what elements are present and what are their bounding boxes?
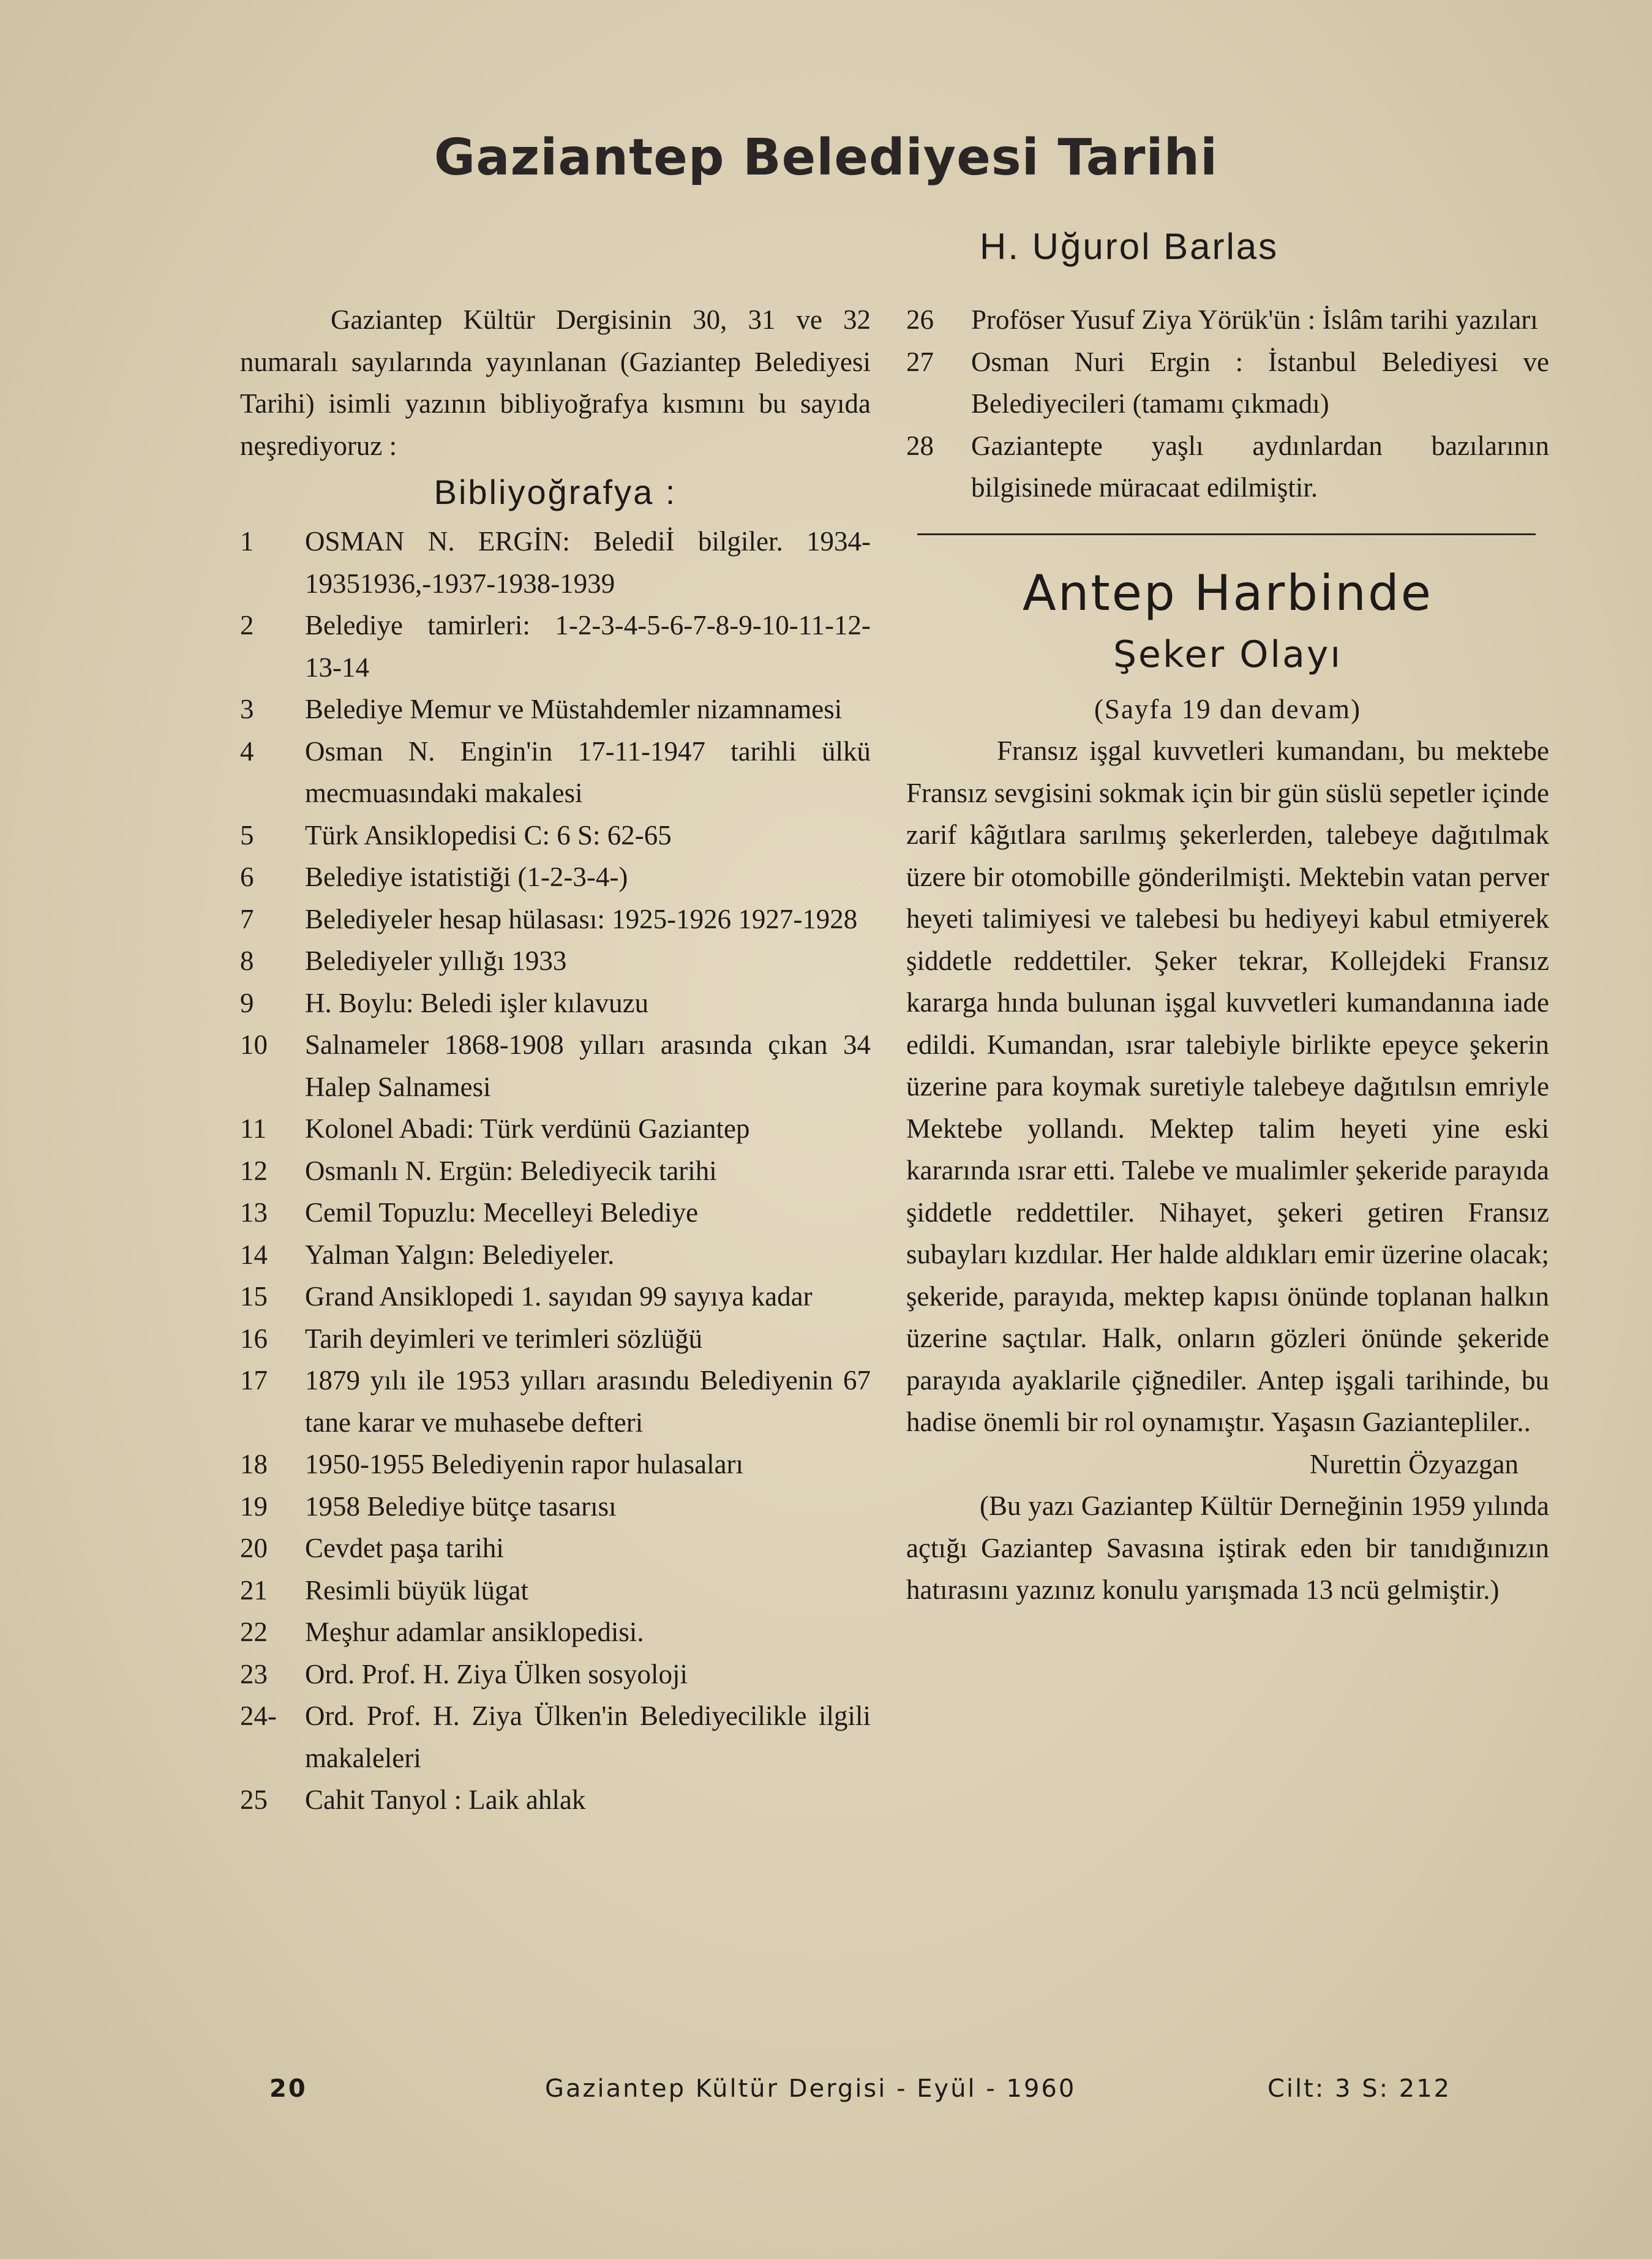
page-number: 20	[269, 2075, 307, 2103]
bibliography-item-number: 6	[240, 862, 254, 892]
bibliography-item-number: 7	[240, 903, 254, 934]
bibliography-item	[240, 1653, 871, 1696]
bibliography-item-text: Cahit Tanyol : Laik ahlak	[305, 1784, 586, 1815]
intro-paragraph: Gaziantep Kültür Dergisinin 30, 31 ve 32 numaralı sayılarında yayınlanan (Gaziantep Belediyesi Tarihi) isimli yazının bibliyoğrafya kısmını bu sayıda neşrediyoruz :	[240, 304, 871, 461]
bibliography-list-right	[906, 299, 1549, 509]
bibliography-item-number: 2	[240, 610, 254, 641]
bibliography-item-text: Proföser Yusuf Ziya Yörük'ün : İslâm tarihi yazıları	[971, 304, 1538, 335]
bibliography-item-text: Osmanlı N. Ergün: Belediyecik tarihi	[305, 1155, 717, 1186]
page-footer	[0, 2075, 1652, 2118]
bibliography-item-number: 15	[240, 1281, 268, 1312]
bibliography-item	[906, 425, 1549, 509]
bibliography-item	[240, 604, 871, 688]
bibliography-item-number: 26	[906, 304, 934, 335]
bibliography-item-text: Osman N. Engin'in 17-11-1947 tarihli ülkü mecmuasındaki makalesi	[305, 735, 871, 808]
bibliography-item	[240, 1024, 871, 1108]
bibliography-item	[240, 940, 871, 982]
bibliography-item-text: Belediye istatistiği (1-2-3-4-)	[305, 862, 628, 892]
bibliography-item	[240, 1527, 871, 1569]
bibliography-heading: Bibliyoğrafya :	[434, 473, 677, 511]
bibliography-item-text: Osman Nuri Ergin : İstanbul Belediyesi ve Belediyecileri (tamamı çıkmadı)	[971, 346, 1549, 419]
bibliography-item-number: 13	[240, 1197, 268, 1228]
bibliography-item	[240, 521, 871, 604]
bibliography-item	[240, 1486, 871, 1528]
bibliography-item	[240, 1108, 871, 1150]
bibliography-item-text: 1958 Belediye bütçe tasarısı	[305, 1490, 617, 1522]
bibliography-item-text: Meşhur adamlar ansiklopedisi.	[305, 1617, 644, 1647]
article-title: Gaziantep Belediyesi Tarihi	[434, 129, 1218, 187]
bibliography-item-number: 16	[240, 1323, 268, 1354]
bibliography-item-number: 28	[906, 430, 934, 461]
bibliography-item-text: Belediye Memur ve Müstahdemler nizamnamesi	[305, 694, 843, 724]
bibliography-item-text: Belediyeler yıllığı 1933	[305, 945, 567, 976]
article2-body: Fransız işgal kuvvetleri kumandanı, bu mektebe Fransız sevgisini sokmak için bir gün süslü sepetler içinde zarif kâğıtlara sarılmış şekerlerden, talebeye dağıtılmak üzere bir otomobille gönderilmişti. Mektebin vatan perver heyeti talimiyesi ve talebesi bu hediyeyi kabul etmiyerek şiddetle reddettiler. Şeker tekrar, Kollejdeki Fransız kararga hında bulunan işgal kuvvetleri kumandanına iade edildi. Kumandan, ısrar talebiyle birlikte epeyce şekerin üzerine para koymak suretiyle talebeye dağıtılsın emriyle Mektebe yollandı. Mektep talim heyeti yine eski kararında ısrar etti. Talebe ve mualimler şekeride parayıda şiddetle reddettiler. Nihayet, şekeri getiren Fransız subayları kızdılar. Her halde aldıkları emir üzerine olacak; şekeride, parayıda, mektep kapısı önünde toplanan halkın üzerine saçtılar. Halk, onların gözleri önünde şekeride parayıda ayaklarile çiğnediler. Antep işgali tarihinde, bu hadise önemli bir rol oynamıştır. Yaşasın Gaziantepliler..	[906, 735, 1549, 1437]
right-column	[906, 299, 1549, 1611]
bibliography-item-number: 12	[240, 1155, 268, 1186]
article-author: H. Uğurol Barlas	[980, 226, 1279, 267]
bibliography-item	[240, 814, 871, 857]
section-divider	[917, 533, 1536, 535]
bibliography-item	[240, 1318, 871, 1360]
bibliography-item-text: Grand Ansiklopedi 1. sayıdan 99 sayıya kadar	[305, 1281, 813, 1312]
bibliography-item-text: Yalman Yalgın: Belediyeler.	[305, 1239, 615, 1270]
bibliography-item	[240, 982, 871, 1024]
bibliography-item	[240, 688, 871, 731]
bibliography-item-number: 27	[906, 346, 934, 377]
bibliography-item	[240, 1779, 871, 1821]
bibliography-list-left	[240, 521, 871, 1821]
bibliography-item	[906, 341, 1549, 425]
bibliography-item-text: Belediyeler hesap hülasası: 1925-1926 1927-1928	[305, 903, 858, 934]
bibliography-item-number: 17	[240, 1365, 268, 1396]
bibliography-item	[240, 856, 871, 898]
bibliography-item	[240, 1443, 871, 1486]
bibliography-item	[240, 1276, 871, 1318]
bibliography-item-number: 21	[240, 1574, 268, 1606]
bibliography-item-number: 5	[240, 819, 254, 851]
bibliography-item-text: Salnameler 1868-1908 yılları arasında çıkan 34 Halep Salnamesi	[305, 1029, 871, 1102]
bibliography-item	[240, 1234, 871, 1276]
left-column	[240, 299, 871, 1821]
bibliography-item-text: 1950-1955 Belediyenin rapor hulasaları	[305, 1449, 744, 1479]
magazine-issue: Gaziantep Kültür Dergisi - Eyül - 1960	[545, 2075, 1076, 2103]
bibliography-item-number: 9	[240, 987, 254, 1018]
bibliography-item-text: 1879 yılı ile 1953 yılları arasındu Belediyenin 67 tane karar ve muhasebe defteri	[305, 1365, 871, 1438]
bibliography-item	[240, 898, 871, 941]
bibliography-item-number: 18	[240, 1449, 268, 1479]
bibliography-item	[240, 1569, 871, 1612]
bibliography-item-text: OSMAN N. ERGİN: Belediİ bilgiler. 1934-19351936,-1937-1938-1939	[305, 526, 871, 599]
bibliography-item-text: H. Boylu: Beledi işler kılavuzu	[305, 987, 649, 1018]
article2-signature: Nurettin Özyazgan	[1309, 1448, 1519, 1479]
bibliography-item	[906, 299, 1549, 341]
bibliography-item-number: 1	[240, 526, 254, 557]
bibliography-item-text: Tarih deyimleri ve terimleri sözlüğü	[305, 1323, 703, 1354]
bibliography-item	[240, 1695, 871, 1779]
article2-note: (Bu yazı Gaziantep Kültür Derneğinin 1959 yılında açtığı Gaziantep Savasına iştirak eden bir tanıdığınızın hatırasını yazınız konulu yarışmada 13 ncü gelmiştir.)	[906, 1490, 1549, 1605]
continued-note: (Sayfa 19 dan devam)	[1094, 693, 1362, 724]
volume-issue: Cilt: 3 S: 212	[1267, 2075, 1452, 2103]
bibliography-item-text: Cevdet paşa tarihi	[305, 1533, 504, 1563]
bibliography-item-number: 22	[240, 1617, 268, 1647]
bibliography-item-text: Kolonel Abadi: Türk verdünü Gaziantep	[305, 1113, 750, 1144]
bibliography-item	[240, 731, 871, 814]
bibliography-item-text: Belediye tamirleri: 1-2-3-4-5-6-7-8-9-10-11-12-13-14	[305, 610, 871, 683]
bibliography-item-text: Gaziantepte yaşlı aydınlardan bazılarının bilgisinede müracaat edilmiştir.	[971, 430, 1549, 503]
bibliography-item-number: 25	[240, 1784, 268, 1815]
article2-heading: Antep Harbinde	[1022, 564, 1433, 622]
bibliography-item-text: Cemil Topuzlu: Mecelleyi Belediye	[305, 1197, 699, 1228]
bibliography-item-number: 4	[240, 735, 254, 767]
article2-subheading: Şeker Olayı	[1113, 633, 1343, 676]
bibliography-item-number: 20	[240, 1533, 268, 1563]
bibliography-item-text: Ord. Prof. H. Ziya Ülken sosyoloji	[305, 1658, 688, 1690]
bibliography-item-text: Türk Ansiklopedisi C: 6 S: 62-65	[305, 819, 672, 851]
bibliography-item-number: 8	[240, 945, 254, 976]
bibliography-item-number: 23	[240, 1658, 268, 1690]
bibliography-item	[240, 1359, 871, 1443]
bibliography-item-number: 24-	[240, 1701, 277, 1731]
bibliography-item-text: Ord. Prof. H. Ziya Ülken'in Belediyecilikle ilgili makaleleri	[305, 1701, 871, 1773]
bibliography-item	[240, 1611, 871, 1653]
bibliography-item-number: 11	[240, 1113, 267, 1144]
bibliography-item-number: 19	[240, 1490, 268, 1522]
bibliography-item	[240, 1150, 871, 1192]
bibliography-item-number: 14	[240, 1239, 268, 1270]
bibliography-item	[240, 1192, 871, 1234]
bibliography-item-number: 10	[240, 1029, 268, 1060]
bibliography-item-text: Resimli büyük lügat	[305, 1574, 528, 1606]
bibliography-item-number: 3	[240, 694, 254, 724]
